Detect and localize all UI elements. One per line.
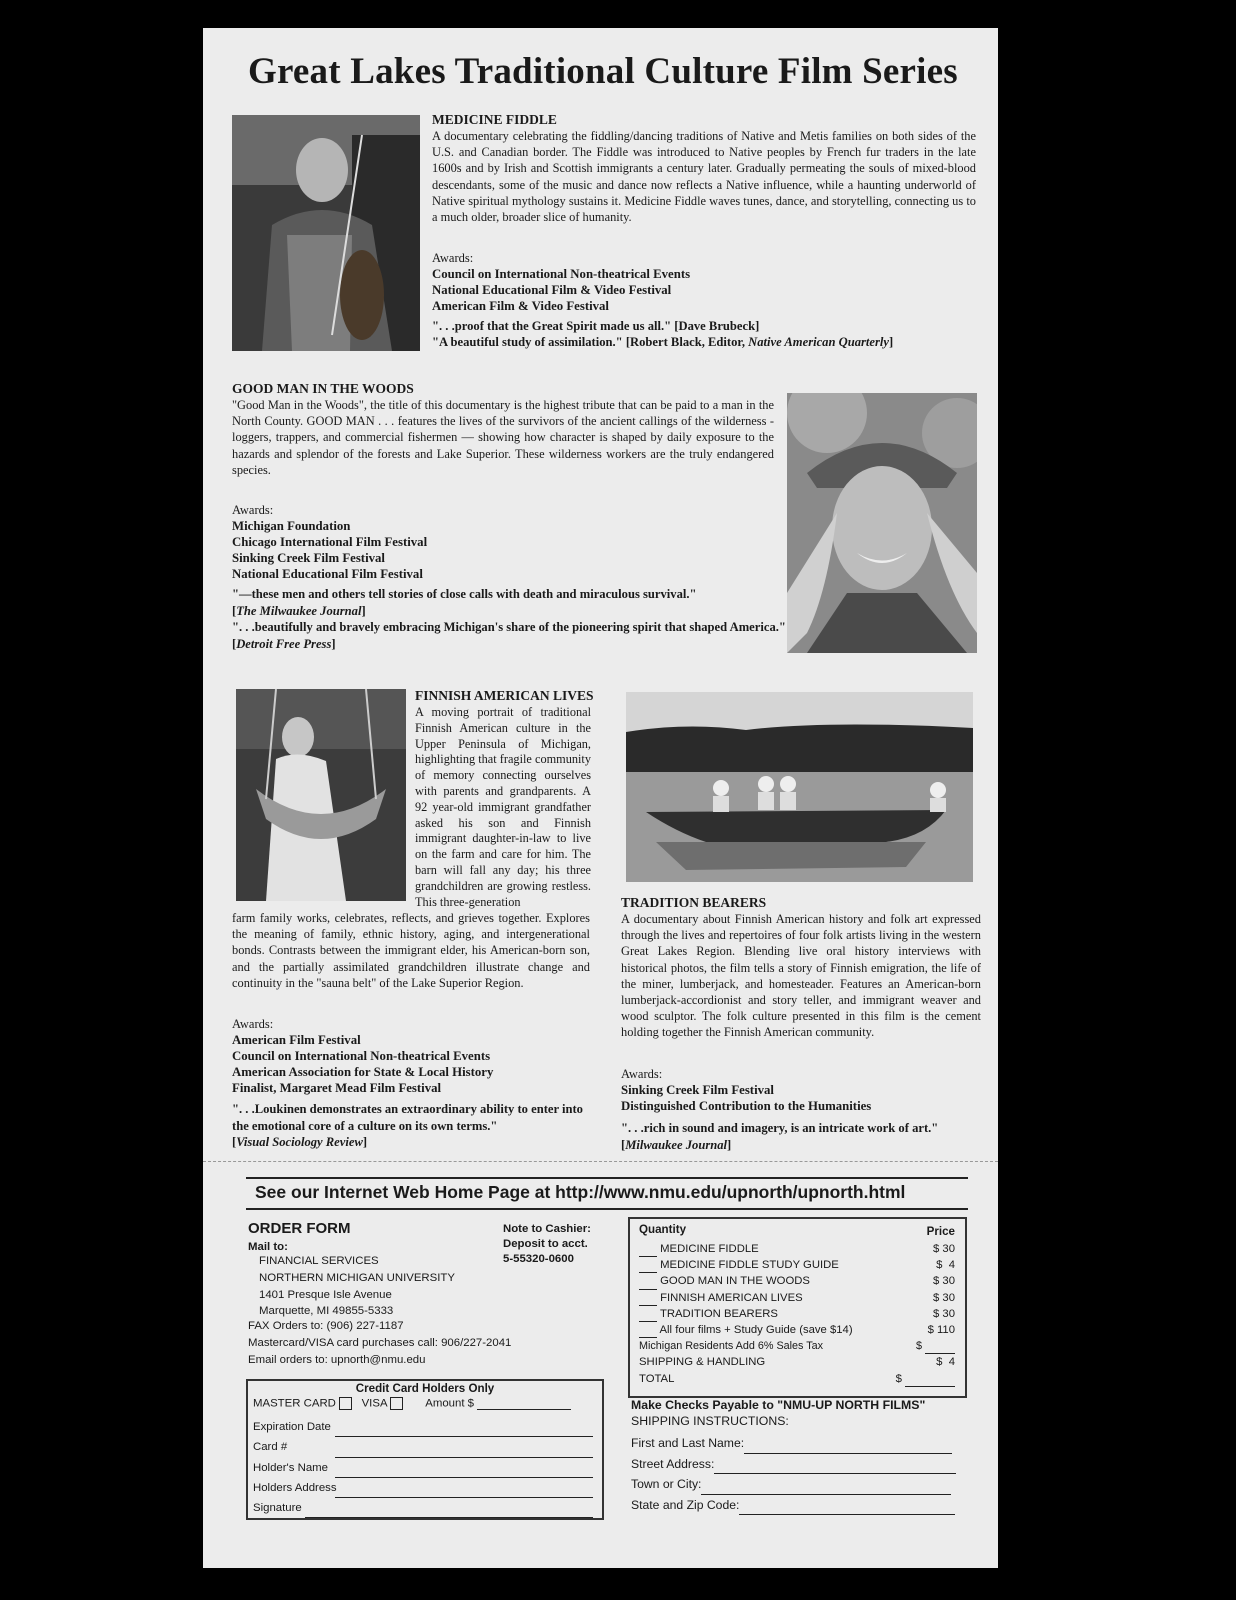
master-card-label: MASTER CARD [253, 1397, 336, 1410]
finnish-description-wide: farm family works, celebrates, reflects, and grieves together. Explores the meaning of family, ethnic history, aging, and intergenerational bonds. Contrasts between the immigrant elder, his American-born son, and the partially assimilated grandchildren illustrate change and continuity in the "sauna belt" of the Lake Superior Region. [232, 911, 590, 990]
tradition-awards [621, 1052, 981, 1114]
award-item: Michigan Foundation [232, 519, 351, 533]
item-price: $ 110 [927, 1324, 955, 1337]
award-item: Sinking Creek Film Festival [232, 551, 385, 565]
amount-field[interactable] [477, 1409, 571, 1410]
quote-bracket: ] [889, 335, 894, 349]
total-field[interactable] [905, 1386, 955, 1387]
fax-number: FAX Orders to: (906) 227-1187 [248, 1320, 404, 1332]
quote-text: ". . .beautifully and bravely embracing Michigan's share of the pioneering spirit that shaped America." [232, 620, 786, 634]
credit-card-box [246, 1379, 604, 1520]
tax-label: Michigan Residents Add 6% Sales Tax [639, 1340, 824, 1353]
email-address: Email orders to: upnorth@nmu.edu [248, 1353, 426, 1366]
address-line: Marquette, MI 49855-5333 [259, 1305, 394, 1318]
credit-card-heading: Credit Card Holders Only [355, 1382, 495, 1395]
award-item: Council on International Non-theatrical Events [432, 267, 691, 281]
item-price: $ 30 [933, 1243, 955, 1255]
award-item: American Film Festival [232, 1033, 361, 1047]
item-name: TRADITION BEARERS [659, 1307, 778, 1320]
expiration-row [253, 1417, 593, 1437]
web-homepage-banner: See our Internet Web Home Page at http://www.nmu.edu/upnorth/upnorth.html [255, 1182, 906, 1202]
medicine-fiddle-description: A documentary celebrating the fiddling/dancing traditions of Native and Metis families on both sides of the U.S. and Canadian border. The Fiddle was introduced to Native peoples by French fur traders in the late 1600s and by Irish and Scottish immigrants a century later. Gradually permeating the souls of mixed-blood descendants, some of the music and dance now reflects a Native influence, while a haunting underworld of Native spiritual mythology sustains it. Medicine Fiddle waves tunes, dance, and storytelling, connecting us to a much older, broader slice of humanity. [432, 129, 976, 225]
card-type-row [253, 1397, 571, 1410]
address-line: NORTHERN MICHIGAN UNIVERSITY [259, 1271, 455, 1284]
order-form-title: ORDER FORM [248, 1220, 351, 1237]
good-man-title: GOOD MAN IN THE WOODS [232, 381, 414, 396]
total-label: TOTAL [639, 1372, 675, 1385]
cradle-photo [236, 689, 406, 901]
card-phone: Mastercard/VISA card purchases call: 906/227-2041 [248, 1336, 512, 1349]
good-man-description: "Good Man in the Woods", the title of this documentary is the highest tribute that can be paid to a man in the North County. GOOD MAN . . . features the lives of the survivors of the ancient callings of the wilderness - loggers, trappers, and commercial fishermen — showing how character is shaped by daily exposure to the hazards and splendor of the forests and Lake Superior. These wilderness workers are the truly endangered species. [232, 398, 774, 477]
item-price: $ 4 [936, 1259, 955, 1272]
order-item-row [639, 1273, 955, 1289]
quantity-price-box [628, 1217, 967, 1398]
shipping-heading: SHIPPING INSTRUCTIONS: [631, 1414, 789, 1428]
tax-dollar: $ [915, 1340, 922, 1353]
ship-street-row [631, 1454, 956, 1475]
award-item: National Educational Film Festival [232, 567, 423, 581]
banner-rule-top [246, 1177, 968, 1179]
shipping-fields [631, 1433, 956, 1515]
shipping-price: $ 4 [936, 1356, 955, 1369]
ship-name-row [631, 1433, 956, 1454]
tradition-description: A documentary about Finnish American history and folk art expressed through the lives and repertoires of four folk artists living in the western Great Lakes Region. Blending live oral history interviews with historical photos, the film tells a story of Finnish emigration, the life of the miner, lumberjack, and homesteader. Features an American-born lumberjack-accordionist and story teller, and immigrant weaver and wood sculptor. The folk culture presented in this film is the cement holding together the Finnish American community. [621, 912, 981, 1040]
quote-source: Visual Sociology Review [236, 1135, 363, 1149]
item-name: GOOD MAN IN THE WOODS [660, 1275, 810, 1288]
field-label: Expiration Date [253, 1421, 331, 1433]
perforation-line [203, 1161, 998, 1162]
finnish-awards [232, 1002, 592, 1096]
total-row [639, 1371, 955, 1387]
medicine-quote-2 [432, 334, 893, 351]
order-item-row [639, 1306, 955, 1322]
holder-address-row [253, 1478, 593, 1498]
item-price: $ 30 [933, 1291, 955, 1304]
award-item: Council on International Non-theatrical Events [232, 1049, 491, 1063]
visa-checkbox[interactable] [390, 1397, 403, 1410]
cashier-note-line: Deposit to acct. [503, 1238, 588, 1250]
tradition-title: TRADITION BEARERS [621, 895, 767, 910]
visa-label: VISA [361, 1397, 387, 1410]
finnish-title: FINNISH AMERICAN LIVES [415, 688, 594, 703]
award-item: American Association for State & Local History [232, 1065, 494, 1079]
award-item: Distinguished Contribution to the Humanities [621, 1099, 872, 1113]
award-item: American Film & Video Festival [432, 299, 609, 313]
field-label: Town or City: [631, 1477, 702, 1491]
contact-info [248, 1318, 511, 1368]
field-label: First and Last Name: [631, 1436, 745, 1450]
cashier-note-line: 5-55320-0600 [503, 1253, 574, 1265]
field-label: Holders Address [253, 1481, 337, 1494]
amount-label: Amount $ [425, 1397, 474, 1410]
quote-text: ". . .rich in sound and imagery, is an intricate work of art." [621, 1121, 939, 1135]
item-price: $ 30 [933, 1275, 955, 1288]
good-man-awards [232, 488, 774, 582]
state-zip-field[interactable] [739, 1514, 955, 1515]
cashier-note-line: Note to Cashier: [503, 1223, 591, 1235]
good-man-quotes: "—these men and others tell stories of close calls with death and miraculous survival." [The Milwaukee Journal] ". . .beautifully and bravely embracing Michigan's share of the pioneering spirit that shaped America." [Detroit Free Press] [232, 586, 792, 652]
quote-text: ". . .Loukinen demonstrates an extraordinary ability to enter into the emotional core of a culture on its own terms." [232, 1102, 583, 1133]
mail-to-label: Mail to: [248, 1241, 288, 1253]
ship-state-row [631, 1495, 956, 1516]
medicine-fiddle-awards [432, 236, 976, 314]
quote-source: The Milwaukee Journal [236, 603, 362, 618]
price-header: Price [926, 1225, 955, 1238]
card-number-row [253, 1437, 593, 1457]
address-line: 1401 Presque Isle Avenue [259, 1288, 392, 1301]
ship-city-row [631, 1474, 956, 1495]
shipping-row [639, 1354, 955, 1370]
awards-label: Awards: [232, 503, 274, 517]
finnish-quote: ". . .Loukinen demonstrates an extraordinary ability to enter into the emotional core of a culture on its own terms." [Visual Sociology Review] [232, 1101, 594, 1151]
award-item: National Educational Film & Video Festival [432, 283, 672, 297]
quote-source: Detroit Free Press [236, 636, 332, 651]
item-name: MEDICINE FIDDLE [660, 1243, 759, 1255]
quote-text: "—these men and others tell stories of close calls with death and miraculous survival." [232, 587, 697, 601]
master-card-checkbox[interactable] [339, 1397, 352, 1410]
order-items [639, 1241, 955, 1387]
order-item-row [639, 1322, 955, 1338]
signature-row [253, 1498, 593, 1518]
quote-source: Milwaukee Journal [625, 1137, 728, 1152]
field-label: Card # [253, 1441, 288, 1454]
quote-source: Native American Quarterly [748, 335, 890, 349]
award-item: Finalist, Margaret Mead Film Festival [232, 1081, 442, 1095]
item-name: All four films + Study Guide (save $14) [659, 1324, 853, 1337]
awards-label: Awards: [432, 251, 474, 265]
order-item-row [639, 1257, 955, 1273]
field-label: Signature [253, 1502, 302, 1515]
quote-text: "A beautiful study of assimilation." [Robert Black, Editor, [432, 335, 745, 349]
fiddler-photo [232, 115, 420, 351]
medicine-quote-1: ". . .proof that the Great Spirit made us all." [Dave Brubeck] [432, 319, 760, 333]
checks-payable-note: Make Checks Payable to "NMU-UP NORTH FILMS" [631, 1398, 926, 1412]
boat-photo [626, 692, 973, 882]
order-item-row [639, 1241, 955, 1257]
card-fields [253, 1417, 593, 1518]
award-item: Sinking Creek Film Festival [621, 1083, 774, 1097]
field-label: Holder's Name [253, 1461, 328, 1474]
field-label: Street Address: [631, 1456, 715, 1471]
page-title: Great Lakes Traditional Culture Film Series [248, 51, 958, 92]
mailing-address [259, 1253, 455, 1320]
finnish-description-narrow: A moving portrait of traditional Finnish American culture in the Upper Peninsula of Michigan, highlighting that fragile community of memory connecting ourselves with parents and grandparents. A 92 year-old immigrant grandfather asked his son and Finnish immigrant daughter-in-law to live on the farm and care for him. The barn will fall any day; his three grandchildren are growing restless. This three-generation [415, 705, 591, 909]
cashier-note [503, 1222, 591, 1267]
tax-row [639, 1338, 955, 1354]
item-name: FINNISH AMERICAN LIVES [660, 1291, 803, 1304]
order-item-row [639, 1290, 955, 1306]
field-label: State and Zip Code: [631, 1497, 740, 1512]
banner-rule-bottom [246, 1208, 968, 1210]
signature-field[interactable] [305, 1517, 593, 1518]
holder-name-row [253, 1458, 593, 1478]
tradition-quote: ". . .rich in sound and imagery, is an intricate work of art." [Milwaukee Journal] [621, 1120, 981, 1153]
awards-label: Awards: [621, 1067, 663, 1081]
award-item: Chicago International Film Festival [232, 535, 428, 549]
item-price: $ 30 [933, 1307, 955, 1320]
quantity-header: Quantity [639, 1223, 687, 1236]
medicine-fiddle-title: MEDICINE FIDDLE [432, 112, 557, 127]
shipping-label: SHIPPING & HANDLING [639, 1356, 766, 1369]
address-line: FINANCIAL SERVICES [259, 1255, 379, 1267]
awards-label: Awards: [232, 1017, 274, 1031]
total-dollar: $ [895, 1372, 902, 1385]
item-name: MEDICINE FIDDLE STUDY GUIDE [660, 1259, 839, 1272]
woodsman-photo [787, 393, 977, 653]
